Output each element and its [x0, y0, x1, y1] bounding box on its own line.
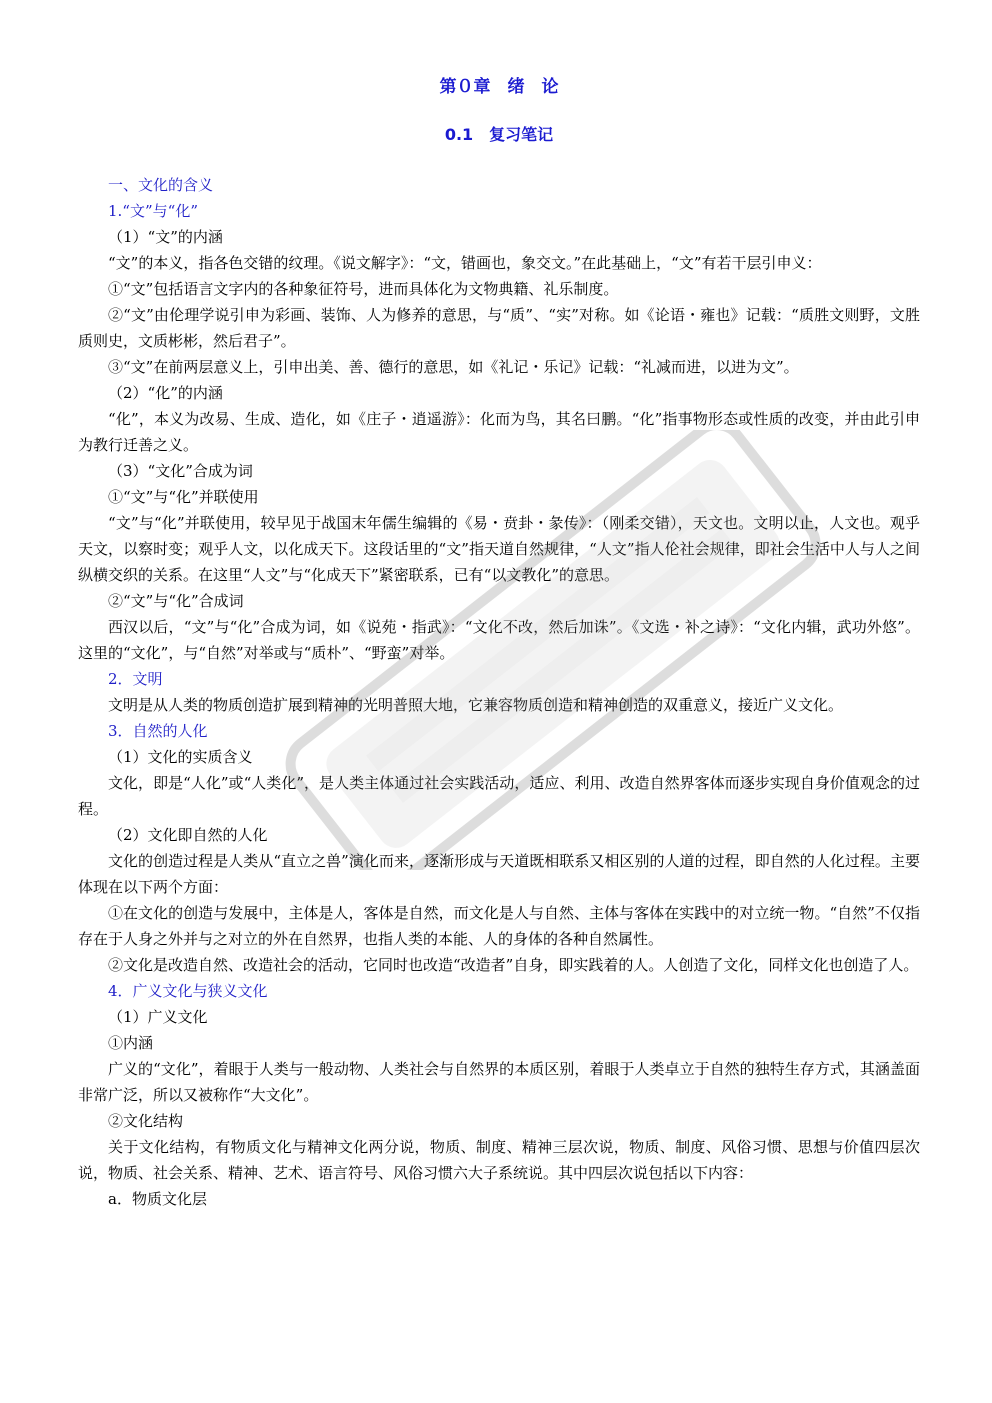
paragraph: ①“文”包括语言文字内的各种象征符号，进而具体化为文物典籍、礼乐制度。	[108, 280, 619, 298]
paragraph: 西汉以后，“文”与“化”合成为词，如《说苑・指武》：“文化不改，然后加诛”。《文选・补之诗》：“文化内辑，武功外悠”。这里的“文化”，与“自然”对举或与“质朴”、“野蛮”对举。	[78, 618, 920, 662]
subsubsection-heading: （2）“化”的内涵	[108, 384, 223, 402]
paragraph: ③“文”在前两层意义上，引申出美、善、德行的意思，如《礼记・乐记》记载：“礼减而进，以进为文”。	[108, 358, 799, 376]
section-title: 0.1 复习笔记	[444, 125, 554, 144]
paragraph: 文化，即是“人化”或“人类化”，是人类主体通过社会实践活动，适应、利用、改造自然界客体而逐步实现自身价值观念的过程。	[78, 774, 920, 818]
subsection-heading: 2．文明	[108, 670, 163, 688]
section-heading: 一、文化的含义	[108, 176, 214, 194]
paragraph: ②文化结构	[108, 1112, 184, 1130]
subsection-heading: 1.“文”与“化”	[108, 202, 198, 220]
paragraph: a．物质文化层	[108, 1190, 207, 1208]
chapter-title: 第０章 绪 论	[439, 77, 559, 97]
paragraph: “文”与“化”并联使用，较早见于战国末年儒生编辑的《易・贲卦・彖传》：（刚柔交错），天文也。文明以止，人文也。观乎天文，以察时变；观乎人文，以化成天下。这段话里的“文”指天道自然规律，“人文”指人伦社会规律，即社会生活中人与人之间纵横交织的关系。在这里“人文”与“化成天下”紧密联系，已有“以文教化”的意思。	[78, 514, 920, 584]
paragraph: 文明是从人类的物质创造扩展到精神的光明普照大地，它兼容物质创造和精神创造的双重意义，接近广义文化。	[108, 696, 844, 714]
paragraph: ②“文”与“化”合成词	[108, 592, 244, 610]
paragraph: ①“文”与“化”并联使用	[108, 488, 259, 506]
paragraph: ①内涵	[108, 1034, 154, 1052]
subsection-heading: 3．自然的人化	[108, 722, 208, 740]
subsubsection-heading: （3）“文化”合成为词	[108, 462, 253, 480]
subsubsection-heading: （1）文化的实质含义	[108, 748, 253, 766]
subsubsection-heading: （2）文化即自然的人化	[108, 826, 268, 844]
paragraph: 文化的创造过程是人类从“直立之兽”演化而来，逐渐形成与天道既相联系又相区别的人道的过程，即自然的人化过程。主要体现在以下两个方面：	[78, 852, 920, 896]
paragraph: 关于文化结构，有物质文化与精神文化两分说，物质、制度、精神三层次说，物质、制度、风俗习惯、思想与价值四层次说，物质、社会关系、精神、艺术、语言符号、风俗习惯六大子系统说。其中四层次说包括以下内容：	[78, 1138, 920, 1182]
subsubsection-heading: （1）“文”的内涵	[108, 228, 223, 246]
paragraph: ②文化是改造自然、改造社会的活动，它同时也改造“改造者”自身，即实践着的人。人创造了文化，同样文化也创造了人。	[108, 956, 919, 974]
paragraph: 广义的“文化”，着眼于人类与一般动物、人类社会与自然界的本质区别，着眼于人类卓立于自然的独特生存方式，其涵盖面非常广泛，所以又被称作“大文化”。	[78, 1060, 920, 1104]
paragraph: ②“文”由伦理学说引申为彩画、装饰、人为修养的意思，与“质”、“实”对称。如《论语・雍也》记载：“质胜文则野，文胜质则史，文质彬彬，然后君子”。	[78, 306, 920, 350]
subsubsection-heading: （1）广义文化	[108, 1008, 208, 1026]
paragraph: “化”，本义为改易、生成、造化，如《庄子・逍遥游》：化而为鸟，其名曰鹏。“化”指事物形态或性质的改变，并由此引申为教行迁善之义。	[78, 410, 920, 454]
subsection-heading: 4．广义文化与狭义文化	[108, 982, 268, 1000]
document-body	[78, 172, 920, 1212]
paragraph: “文”的本义，指各色交错的纹理。《说文解字》：“文，错画也，象交文。”在此基础上，“文”有若干层引申义：	[108, 254, 822, 272]
paragraph: ①在文化的创造与发展中，主体是人，客体是自然，而文化是人与自然、主体与客体在实践中的对立统一物。“自然”不仅指存在于人身之外并与之对立的外在自然界，也指人类的本能、人的身体的各种自然属性。	[78, 904, 920, 948]
